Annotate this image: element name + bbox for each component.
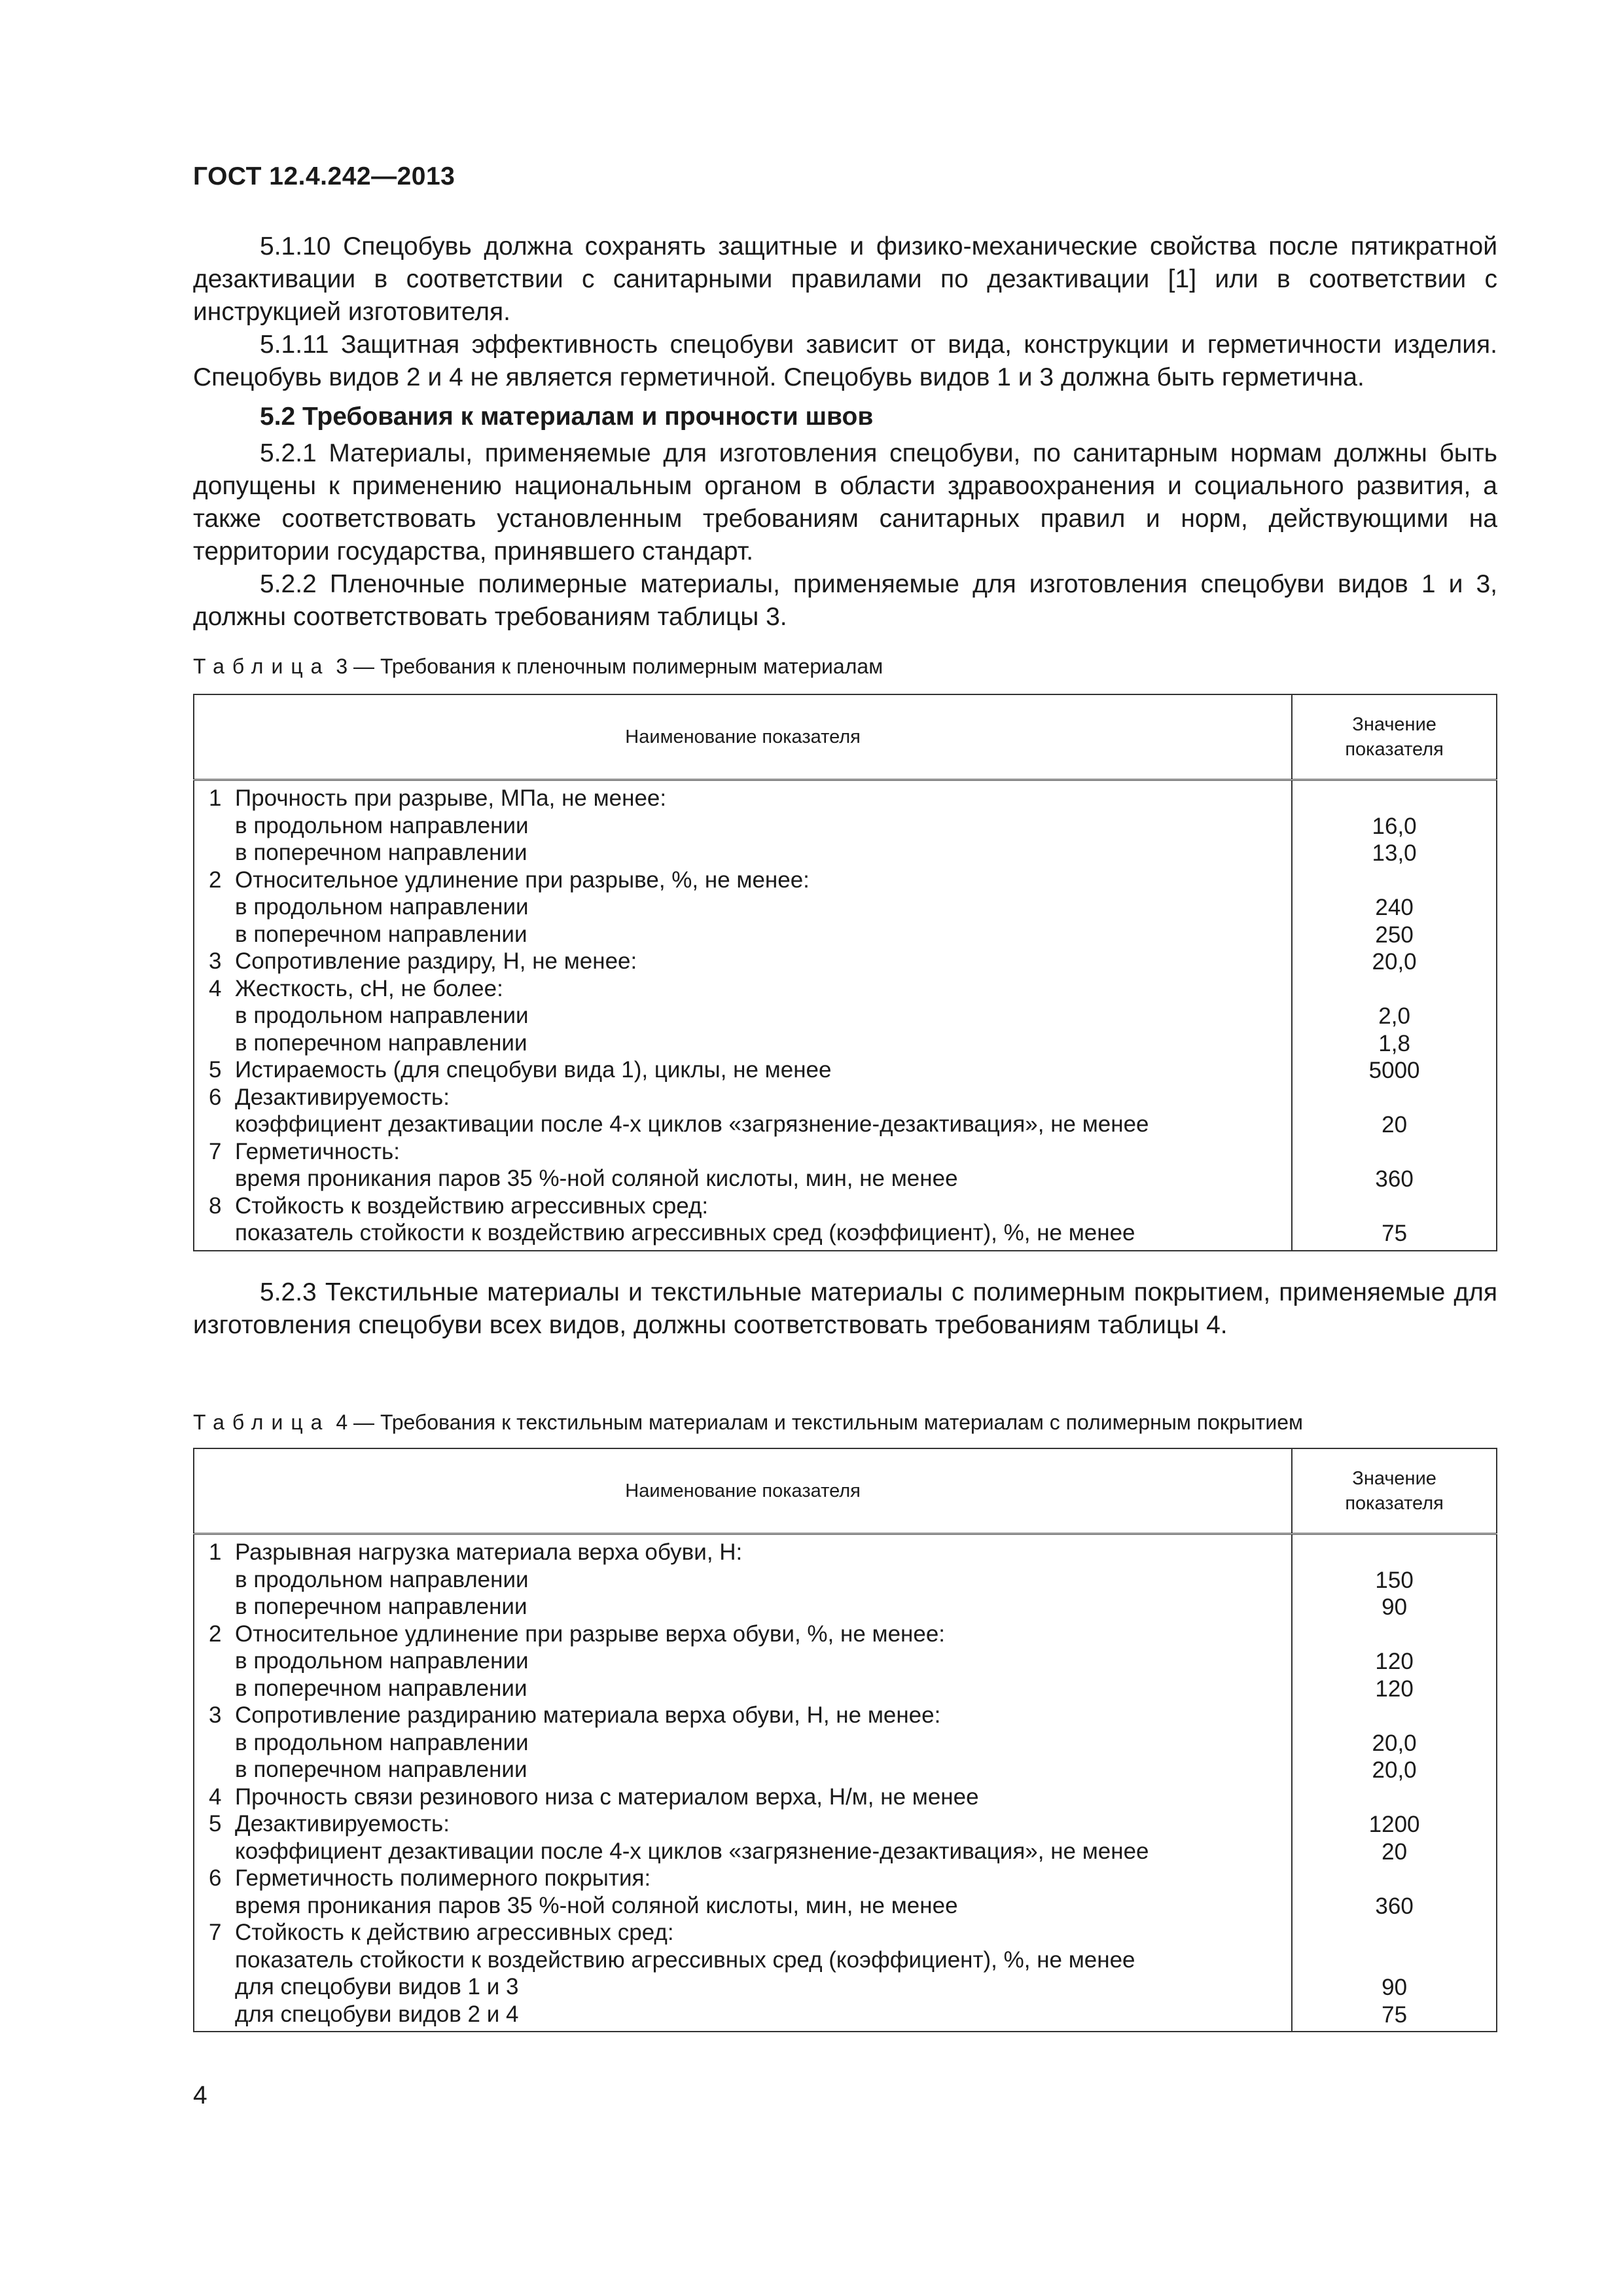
table3-values-column [1292, 785, 1497, 1251]
table-row-value: 20,0 [1372, 1757, 1417, 1783]
table-row-value [1293, 1621, 1495, 1649]
table-row-name [209, 1702, 1291, 1729]
row-number: 5 [209, 1057, 222, 1083]
table-row-name [209, 1892, 1291, 1920]
row-sublabel: для спецобуви видов 1 и 3 [235, 1974, 519, 2000]
table3-col-value-header [1292, 694, 1497, 780]
table-row-name [209, 1111, 1291, 1138]
table-row-name [209, 1621, 1291, 1648]
paragraph-5-2-3: 5.2.3 Текстильные материалы и текстильные материалы с полимерным покрытием, применяемые для изготовления спецобуви всех видов, должны соответствовать требованиям таблицы 4. [193, 1278, 1497, 1339]
row-number: 4 [209, 1784, 222, 1810]
table-row-value: 250 [1375, 922, 1414, 948]
table-row-value [1293, 1865, 1495, 1893]
page-header: ГОСТ 12.4.242—2013 [193, 162, 455, 190]
row-label: Относительное удлинение при разрыве верха обуви, %, не менее: [235, 1621, 946, 1647]
row-label: Стойкость к действию агрессивных сред: [235, 1920, 674, 1945]
table-row-value: 90 [1382, 1975, 1408, 2000]
table-row-value [1293, 1193, 1495, 1221]
table-row-value: 20 [1382, 1112, 1408, 1138]
table-row-value: 1,8 [1378, 1030, 1410, 1056]
table-row-value: 20 [1382, 1839, 1408, 1865]
table4-caption-prefix: Таблица [193, 1410, 330, 1434]
table-row-value: 20,0 [1372, 1730, 1417, 1756]
table4-values-column [1292, 1539, 1497, 2032]
row-sublabel: в поперечном направлении [235, 921, 527, 947]
row-sublabel: в продольном направлении [235, 1003, 529, 1028]
row-label: Жесткость, сН, не более: [235, 975, 503, 1001]
table3-caption-prefix: Таблица [193, 655, 330, 678]
table-row-name [209, 948, 1291, 975]
table-row-name [209, 839, 1291, 867]
table-row-value: 75 [1382, 1221, 1408, 1246]
table-row-name [209, 1219, 1291, 1247]
table-row-value [1293, 1947, 1495, 1975]
table-row-name [209, 1919, 1291, 1946]
row-sublabel: показатель стойкости к воздействию агрессивных сред (коэффициент), %, не менее [235, 1946, 1135, 1973]
table4-caption-text: 4 — Требования к текстильным материалам и текстильным материалам с полимерным покрытием [330, 1410, 1303, 1434]
table-row-value [1293, 1920, 1495, 1947]
table4-col-value-header [1292, 1448, 1497, 1534]
table-row-value [1293, 1784, 1495, 1812]
table-row-name [209, 1838, 1291, 1865]
row-label: Дезактивируемость: [235, 1811, 450, 1837]
row-sublabel: в продольном направлении [235, 812, 529, 838]
table3-col-name-header: Наименование показателя [194, 694, 1292, 780]
table-row-value: 2,0 [1378, 1003, 1410, 1029]
table-row-value: 120 [1375, 1676, 1414, 1702]
table4-caption [193, 1410, 1303, 1435]
row-number: 8 [209, 1193, 222, 1219]
row-number: 6 [209, 1084, 222, 1110]
row-sublabel: в поперечном направлении [235, 1757, 527, 1782]
table-4 [193, 1448, 1497, 2032]
table-row-name [209, 1138, 1291, 1166]
row-label: Сопротивление раздиру, Н, не менее: [235, 948, 637, 974]
row-sublabel: время проникания паров 35 %-ной соляной кислоты, мин, не менее [235, 1166, 958, 1191]
row-sublabel: для спецобуви видов 2 и 4 [235, 2001, 519, 2027]
row-number: 2 [209, 1621, 222, 1647]
table-row-value: 16,0 [1372, 813, 1417, 839]
section-heading-5-2: 5.2 Требования к материалам и прочности швов [260, 403, 874, 431]
table-row-name [209, 1675, 1291, 1702]
table-row-name [209, 1165, 1291, 1193]
table4-col-value-line2: показателя [1345, 1493, 1444, 1514]
table-row-name [209, 1647, 1291, 1675]
row-number: 3 [209, 948, 222, 974]
table-row-value: 360 [1375, 1893, 1414, 1919]
table3-caption [193, 655, 883, 679]
table-row-value [1293, 1139, 1495, 1166]
table-row-name [209, 1030, 1291, 1057]
row-sublabel: показатель стойкости к воздействию агрессивных сред (коэффициент), %, не менее [235, 1220, 1135, 1246]
row-label: Прочность при разрыве, МПа, не менее: [235, 785, 667, 811]
table-row-value: 240 [1375, 895, 1414, 920]
row-label: Разрывная нагрузка материала верха обуви, Н: [235, 1539, 743, 1565]
table-row-value [1293, 785, 1495, 813]
table-row-name [209, 921, 1291, 948]
row-sublabel: коэффициент дезактивации после 4-х циклов «загрязнение-дезактивация», не менее [235, 1838, 1149, 1864]
row-sublabel: в поперечном направлении [235, 1030, 527, 1056]
table-row-value: 75 [1382, 2001, 1408, 2028]
row-sublabel: время проникания паров 35 %-ной соляной кислоты, мин, не менее [235, 1892, 958, 1918]
table-row-value: 1200 [1368, 1812, 1420, 1837]
table-row-name [209, 1729, 1291, 1757]
table-row-value: 13,0 [1372, 840, 1417, 866]
table-row-value: 150 [1375, 1567, 1414, 1593]
table-row-name [209, 785, 1291, 812]
table-row-name [209, 1756, 1291, 1784]
row-sublabel: в поперечном направлении [235, 840, 527, 865]
row-sublabel: в продольном направлении [235, 1566, 529, 1592]
row-label: Относительное удлинение при разрыве, %, не менее: [235, 867, 810, 893]
table-row-name [209, 1539, 1291, 1566]
row-label: Истираемость (для спецобуви вида 1), циклы, не менее [235, 1057, 832, 1083]
table-row-value [1293, 1702, 1495, 1730]
table-row-value: 90 [1382, 1594, 1408, 1620]
row-number: 4 [209, 975, 222, 1001]
table-row-name [209, 1973, 1291, 2001]
table-row-name [209, 867, 1291, 894]
row-number: 2 [209, 867, 222, 893]
table-row-name [209, 1084, 1291, 1111]
row-number: 6 [209, 1865, 222, 1891]
table-row-value: 360 [1375, 1166, 1414, 1192]
row-label: Герметичность: [235, 1138, 401, 1164]
text-block-top [193, 230, 1497, 634]
row-label: Сопротивление раздиранию материала верха обуви, Н, не менее: [235, 1702, 941, 1728]
page-number: 4 [193, 2081, 207, 2109]
table-row-name [209, 2001, 1291, 2028]
row-number: 7 [209, 1920, 222, 1945]
row-number: 1 [209, 785, 222, 811]
table-row-name [209, 812, 1291, 840]
table-row-name [209, 1002, 1291, 1030]
row-label: Герметичность полимерного покрытия: [235, 1865, 651, 1891]
row-number: 5 [209, 1811, 222, 1837]
paragraph-5-2-2: 5.2.2 Пленочные полимерные материалы, применяемые для изготовления спецобуви видов 1 и 3, должны соответствовать требованиям таблицы 3. [193, 570, 1497, 631]
table-row-name [209, 1946, 1291, 1974]
table-row-name [209, 975, 1291, 1003]
table3-names-column [194, 785, 1292, 1251]
table-row-name [209, 1810, 1291, 1838]
table-row-value: 120 [1375, 1649, 1414, 1674]
row-number: 7 [209, 1138, 222, 1164]
table-row-name [209, 1865, 1291, 1892]
row-number: 3 [209, 1702, 222, 1728]
text-block-middle [193, 1276, 1497, 1342]
paragraph-5-2-1: 5.2.1 Материалы, применяемые для изготовления спецобуви, по санитарным нормам должны быть допущены к применению национальным органом в области здравоохранения и социального развития, а также соответствовать установленным требованиям санитарных правил и норм, действующими на территории государства, принявшего стандарт. [193, 439, 1497, 565]
table-row-name [209, 1784, 1291, 1811]
paragraph-5-1-11: 5.1.11 Защитная эффективность спецобуви зависит от вида, конструкции и герметичности изделия. Спецобувь видов 2 и 4 не является герметичной. Спецобувь видов 1 и 3 должна быть герметична. [193, 331, 1497, 391]
row-label: Стойкость к воздействию агрессивных сред: [235, 1193, 709, 1219]
table4-names-column [194, 1539, 1292, 2032]
row-sublabel: коэффициент дезактивации после 4-х циклов «загрязнение-дезактивация», не менее [235, 1111, 1149, 1137]
table-row-value: 20,0 [1372, 949, 1417, 975]
row-sublabel: в продольном направлении [235, 1648, 529, 1674]
row-sublabel: в продольном направлении [235, 1729, 529, 1755]
table-row-name [209, 1056, 1291, 1084]
table3-col-value-line1: Значение [1352, 714, 1436, 735]
table4-col-value-line1: Значение [1352, 1468, 1436, 1489]
table-row-value: 5000 [1368, 1058, 1420, 1083]
table-row-name [209, 1566, 1291, 1594]
table-row-value [1293, 976, 1495, 1003]
table4-col-name-header: Наименование показателя [194, 1448, 1292, 1534]
row-label: Прочность связи резинового низа с материалом верха, Н/м, не менее [235, 1784, 979, 1810]
table-row-value [1293, 867, 1495, 895]
table-row-name [209, 1193, 1291, 1220]
row-number: 1 [209, 1539, 222, 1565]
paragraph-5-1-10: 5.1.10 Спецобувь должна сохранять защитные и физико-механические свойства после пятикратной дезактивации в соответствии с санитарными правилами по дезактивации [1] или в соответствии с инструкцией изготовителя. [193, 232, 1497, 326]
table3-caption-text: 3 — Требования к пленочным полимерным материалам [330, 655, 883, 678]
row-sublabel: в поперечном направлении [235, 1594, 527, 1619]
row-label: Дезактивируемость: [235, 1084, 450, 1110]
row-sublabel: в продольном направлении [235, 894, 529, 920]
table-row-value [1293, 1539, 1495, 1567]
row-sublabel: в поперечном направлении [235, 1675, 527, 1701]
table-row-value [1293, 1085, 1495, 1112]
table-row-name [209, 1593, 1291, 1621]
table3-col-value-line2: показателя [1345, 739, 1444, 760]
table-3 [193, 694, 1497, 1251]
table-row-name [209, 893, 1291, 921]
